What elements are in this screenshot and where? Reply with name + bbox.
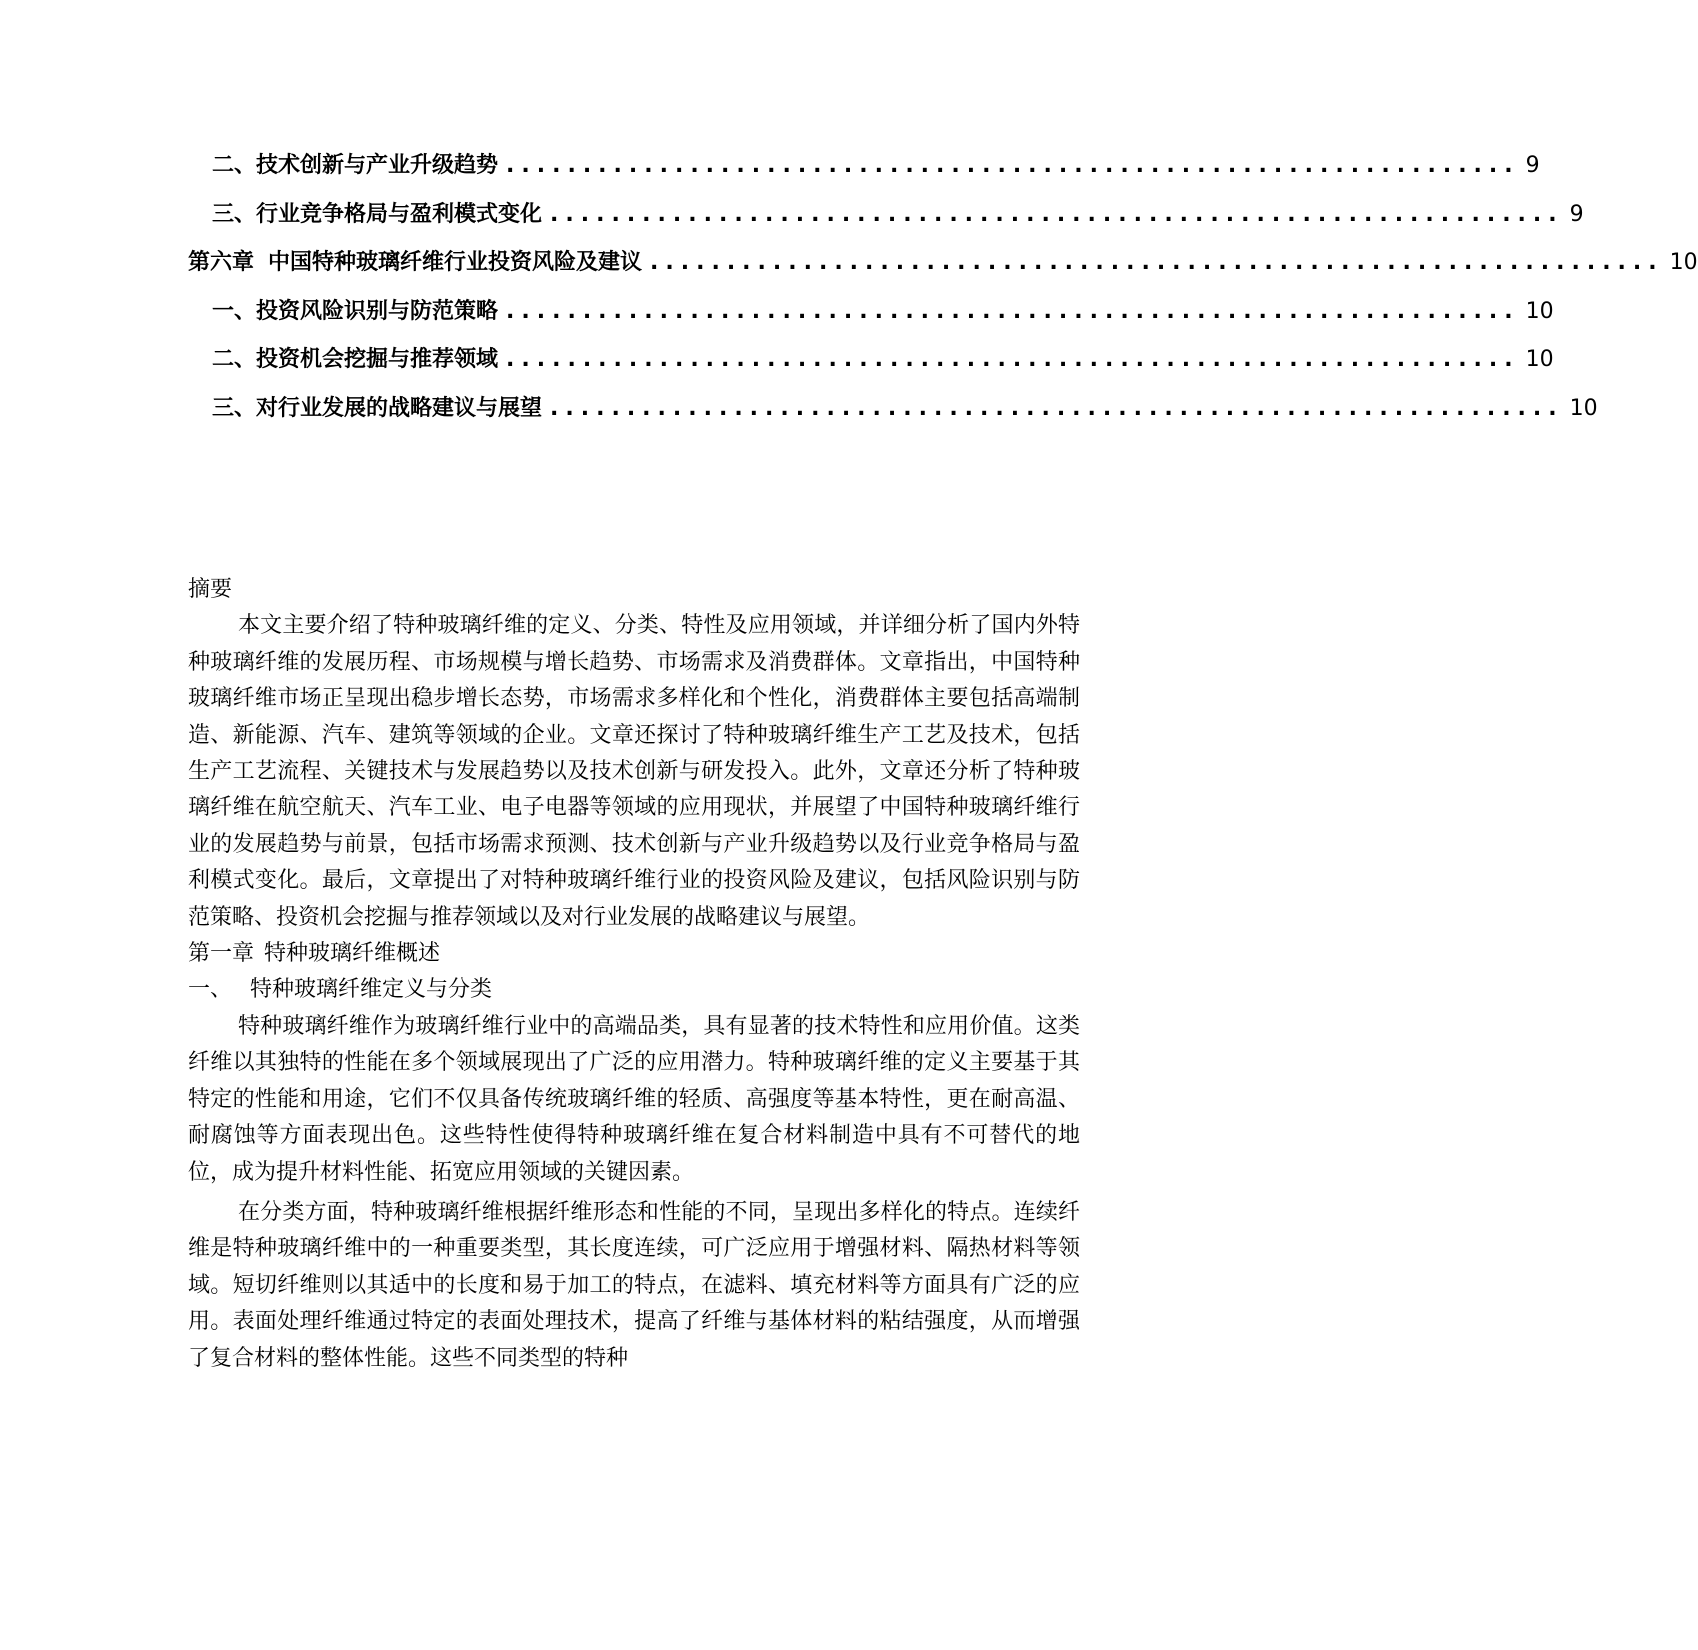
toc-leader-dots: .................................................................. xyxy=(506,347,1520,372)
toc-entry[interactable] xyxy=(188,342,1554,391)
toc-entry-number: 二、 xyxy=(212,153,257,178)
chapter-title: 特种玻璃纤维概述 xyxy=(264,941,441,967)
toc-entry-number: 二、 xyxy=(212,347,257,372)
abstract-paragraph: 本文主要介绍了特种玻璃纤维的定义、分类、特性及应用领域，并详细分析了国内外特种玻璃纤维的发展历程、市场规模与增长趋势、市场需求及消费群体。文章指出，中国特种玻璃纤维市场正呈现出稳步增长态势，市场需求多样化和个性化，消费群体主要包括高端制造、新能源、汽车、建筑等领域的企业。文章还探讨了特种玻璃纤维生产工艺及技术，包括生产工艺流程、关键技术与发展趋势以及技术创新与研发投入。此外，文章还分析了特种玻璃纤维在航空航天、汽车工业、电子电器等领域的应用现状，并展望了中国特种玻璃纤维行业的发展趋势与前景，包括市场需求预测、技术创新与产业升级趋势以及行业竞争格局与盈利模式变化。最后，文章提出了对特种玻璃纤维行业的投资风险及建议，包括风险识别与防范策略、投资机会挖掘与推荐领域以及对行业发展的战略建议与展望。 xyxy=(188,613,1080,930)
toc-page-number: 9 xyxy=(1525,153,1540,178)
document-body xyxy=(188,572,1080,1377)
abstract-title: 摘要 xyxy=(188,577,233,602)
toc-page-number: 10 xyxy=(1525,347,1554,372)
toc-leader-dots: .................................................................. xyxy=(506,153,1520,178)
toc-entry-label: 投资机会挖掘与推荐领域 xyxy=(256,347,499,372)
chapter-number: 第一章 xyxy=(188,941,255,967)
section-heading xyxy=(188,972,1080,1008)
toc-entry[interactable] xyxy=(188,197,1584,246)
toc-entry-number: 三、 xyxy=(212,395,257,421)
toc-entry-label: 投资风险识别与防范策略 xyxy=(256,298,499,324)
table-of-contents xyxy=(188,148,1698,439)
section-number: 一、 xyxy=(188,977,233,1003)
toc-entry[interactable] xyxy=(188,148,1540,197)
toc-entry-label: 对行业发展的战略建议与展望 xyxy=(256,395,543,421)
toc-entry-label: 中国特种玻璃纤维行业投资风险及建议 xyxy=(268,250,643,275)
toc-entry-label: 技术创新与产业升级趋势 xyxy=(256,153,499,178)
toc-entry[interactable] xyxy=(188,294,1554,343)
toc-page-number: 9 xyxy=(1569,201,1584,227)
toc-entry[interactable] xyxy=(188,391,1598,440)
body-paragraph: 特种玻璃纤维作为玻璃纤维行业中的高端品类，具有显著的技术特性和应用价值。这类纤维以其独特的性能在多个领域展现出了广泛的应用潜力。特种玻璃纤维的定义主要基于其特定的性能和用途，它们不仅具备传统玻璃纤维的轻质、高强度等基本特性，更在耐高温、耐腐蚀等方面表现出色。这些特性使得特种玻璃纤维在复合材料制造中具有不可替代的地位，成为提升材料性能、拓宽应用领域的关键因素。 xyxy=(188,1013,1080,1185)
body-paragraph: 在分类方面，特种玻璃纤维根据纤维形态和性能的不同，呈现出多样化的特点。连续纤维是特种玻璃纤维中的一种重要类型，其长度连续，可广泛应用于增强材料、隔热材料等领域。短切纤维则以其适中的长度和易于加工的特点，在滤料、填充材料等方面具有广泛的应用。表面处理纤维通过特定的表面处理技术，提高了纤维与基体材料的粘结强度，从而增强了复合材料的整体性能。这些不同类型的特种 xyxy=(188,1199,1080,1371)
toc-leader-dots: .................................................................. xyxy=(550,201,1564,227)
toc-page-number: 10 xyxy=(1525,298,1554,324)
toc-entry-label: 行业竞争格局与盈利模式变化 xyxy=(256,201,543,227)
toc-leader-dots: .................................................................. xyxy=(506,298,1520,324)
toc-chapter-entry[interactable] xyxy=(188,245,1698,294)
toc-leader-dots: .................................................................. xyxy=(550,395,1564,421)
section-title: 特种玻璃纤维定义与分类 xyxy=(250,977,493,1003)
toc-page-number: 10 xyxy=(1569,395,1598,421)
toc-entry-number: 第六章 xyxy=(188,250,255,275)
toc-entry-number: 一、 xyxy=(212,298,257,324)
toc-page-number: 10 xyxy=(1669,250,1698,275)
toc-leader-dots: .................................................................. xyxy=(650,250,1664,275)
toc-entry-number: 三、 xyxy=(212,201,257,227)
chapter-heading xyxy=(188,936,1080,972)
